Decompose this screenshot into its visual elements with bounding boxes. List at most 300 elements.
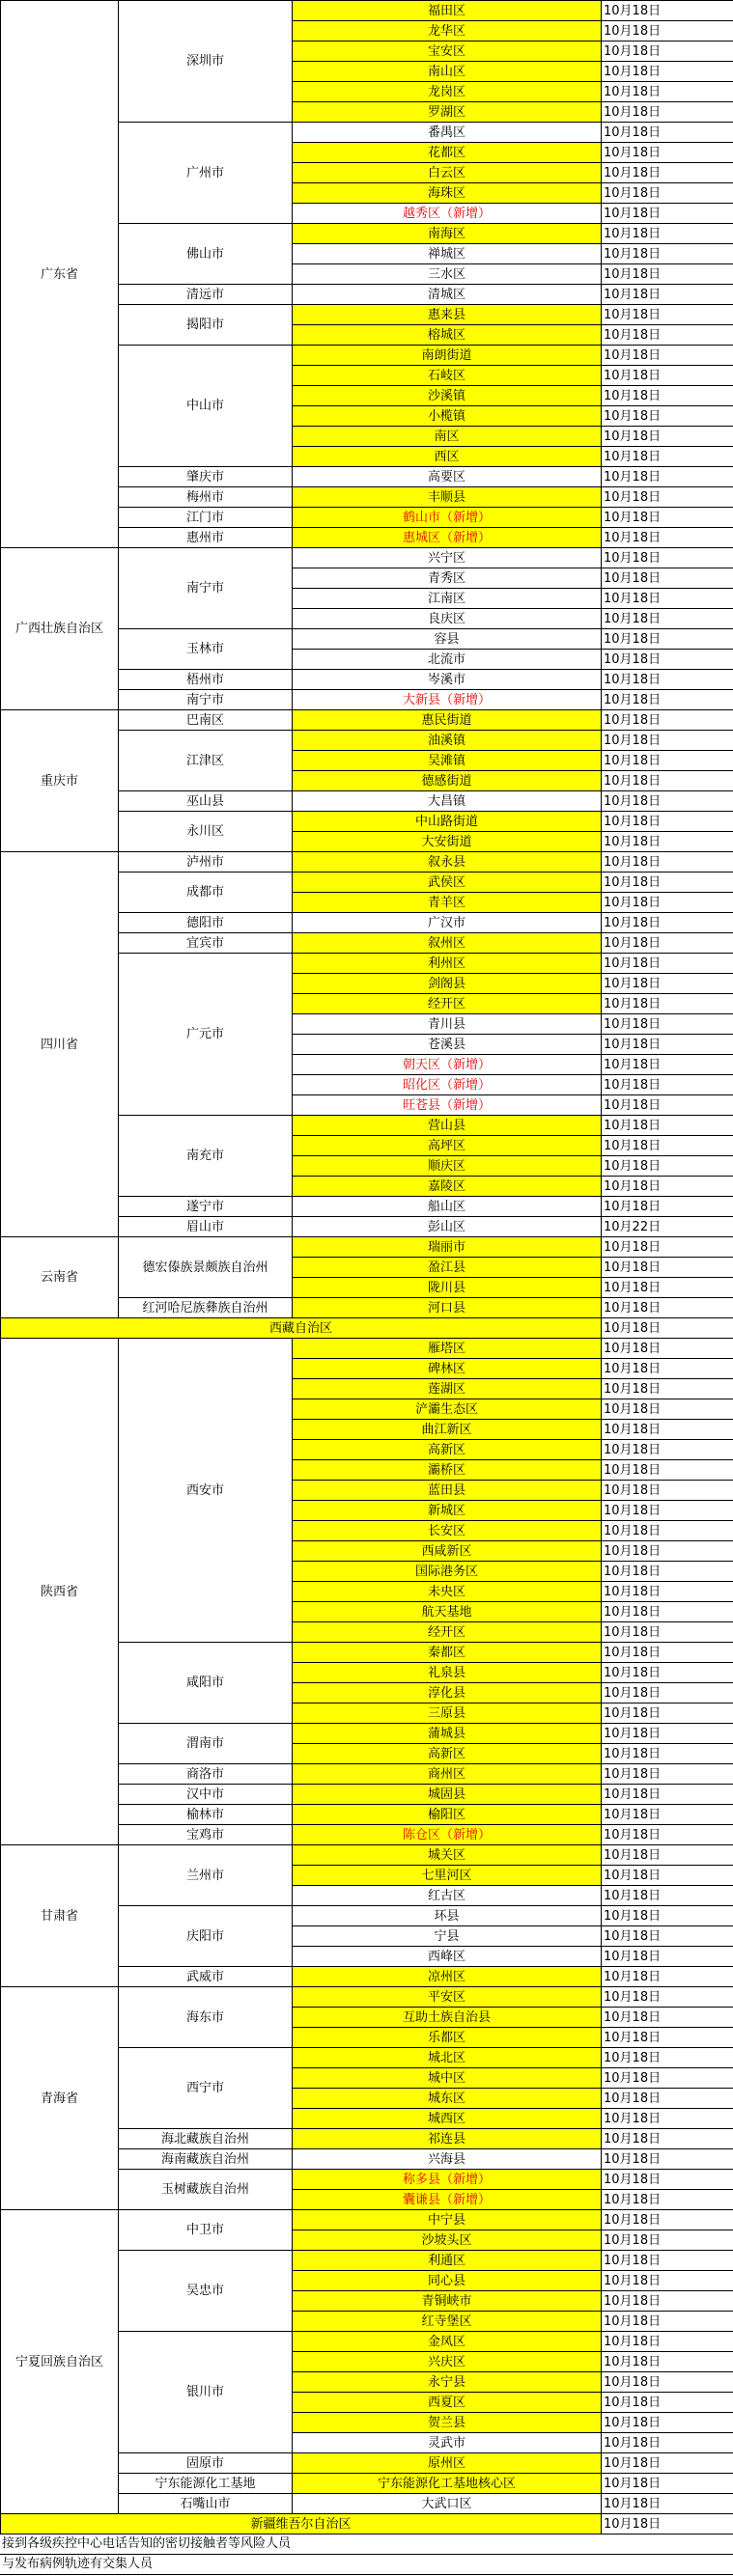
district-cell: 城东区 [293, 2089, 602, 2109]
date-cell: 10月18日 [602, 1116, 733, 1136]
district-cell: 航天基地 [293, 1602, 602, 1622]
city-cell: 海南藏族自治州 [119, 2149, 293, 2170]
table-row [1, 1339, 733, 1359]
province-cell: 广东省 [1, 1, 119, 548]
province-cell: 青海省 [1, 1987, 119, 2210]
date-cell: 10月18日 [602, 690, 733, 710]
district-cell: 榆阳区 [293, 1805, 602, 1825]
date-cell: 10月18日 [602, 568, 733, 589]
date-cell: 10月18日 [602, 123, 733, 143]
date-cell: 10月18日 [602, 994, 733, 1014]
district-cell: 囊谦县（新增） [293, 2190, 602, 2210]
date-cell: 10月18日 [602, 1501, 733, 1521]
district-cell: 红寺堡区 [293, 2312, 602, 2332]
city-cell: 固原市 [119, 2453, 293, 2474]
date-cell: 10月18日 [602, 2068, 733, 2089]
district-cell: 灵武市 [293, 2433, 602, 2453]
province-cell: 重庆市 [1, 710, 119, 852]
city-cell: 石嘴山市 [119, 2494, 293, 2514]
date-cell: 10月18日 [602, 1440, 733, 1460]
district-cell: 丰顺县 [293, 487, 602, 508]
district-cell: 灞桥区 [293, 1460, 602, 1481]
district-cell: 岑溪市 [293, 670, 602, 690]
district-cell: 叙州区 [293, 933, 602, 954]
city-cell: 广元市 [119, 954, 293, 1116]
date-cell: 10月18日 [602, 812, 733, 832]
district-cell: 经开区 [293, 994, 602, 1014]
date-cell: 10月18日 [602, 1095, 733, 1116]
date-cell: 10月18日 [602, 670, 733, 690]
district-cell: 小榄镇 [293, 406, 602, 427]
date-cell: 10月18日 [602, 1703, 733, 1724]
district-cell: 白云区 [293, 163, 602, 183]
district-cell: 商州区 [293, 1764, 602, 1785]
city-cell: 遂宁市 [119, 1197, 293, 1217]
district-cell: 曲江新区 [293, 1420, 602, 1440]
city-cell: 南宁市 [119, 690, 293, 710]
date-cell: 10月18日 [602, 82, 733, 102]
city-cell: 西宁市 [119, 2048, 293, 2129]
district-cell: 船山区 [293, 1197, 602, 1217]
district-cell: 七里河区 [293, 1866, 602, 1886]
table-row [1, 1845, 733, 1866]
city-cell: 巫山县 [119, 791, 293, 812]
district-cell: 金凤区 [293, 2332, 602, 2352]
city-cell: 中卫市 [119, 2210, 293, 2251]
district-cell: 惠来县 [293, 305, 602, 325]
district-cell: 剑阁县 [293, 974, 602, 994]
date-cell: 10月18日 [602, 2494, 733, 2514]
district-cell: 大武口区 [293, 2494, 602, 2514]
date-cell: 10月18日 [602, 2474, 733, 2494]
city-cell: 中山市 [119, 346, 293, 467]
date-cell: 10月18日 [602, 832, 733, 852]
date-cell: 10月18日 [602, 1845, 733, 1866]
table-row [1, 2514, 733, 2534]
date-cell: 10月18日 [602, 1724, 733, 1744]
date-cell: 10月18日 [602, 366, 733, 386]
district-cell: 彭山区 [293, 1217, 602, 1237]
district-cell: 盈江县 [293, 1258, 602, 1278]
date-cell: 10月18日 [602, 1156, 733, 1177]
district-cell: 青秀区 [293, 568, 602, 589]
date-cell: 10月18日 [602, 609, 733, 629]
city-cell: 西安市 [119, 1339, 293, 1643]
district-cell: 德感街道 [293, 771, 602, 791]
date-cell: 10月18日 [602, 1683, 733, 1703]
date-cell: 10月18日 [602, 2312, 733, 2332]
province-cell: 陕西省 [1, 1339, 119, 1845]
district-cell: 经开区 [293, 1622, 602, 1643]
date-cell: 10月18日 [602, 1258, 733, 1278]
district-cell: 兴庆区 [293, 2352, 602, 2372]
date-cell: 10月18日 [602, 731, 733, 751]
table-row [1, 1318, 733, 1339]
district-cell: 利州区 [293, 954, 602, 974]
district-cell: 国际港务区 [293, 1562, 602, 1582]
note-line: 接到各级疾控中心电话告知的密切接触者等风险人员 [0, 2534, 733, 2555]
date-cell: 10月18日 [602, 1906, 733, 1926]
district-cell: 陈仓区（新增） [293, 1825, 602, 1845]
district-cell: 罗湖区 [293, 102, 602, 123]
date-cell: 10月18日 [602, 1987, 733, 2008]
date-cell: 10月18日 [602, 1318, 733, 1339]
date-cell: 10月18日 [602, 1967, 733, 1987]
city-cell: 玉林市 [119, 629, 293, 670]
district-cell: 蓝田县 [293, 1481, 602, 1501]
district-cell: 沙溪镇 [293, 386, 602, 406]
district-cell: 北流市 [293, 650, 602, 670]
date-cell: 10月18日 [602, 2271, 733, 2291]
date-cell: 10月18日 [602, 1359, 733, 1379]
district-cell: 容县 [293, 629, 602, 650]
district-cell: 三原县 [293, 1703, 602, 1724]
district-cell: 青羊区 [293, 893, 602, 913]
date-cell: 10月18日 [602, 143, 733, 163]
province-cell: 新疆维吾尔自治区 [1, 2514, 602, 2534]
city-cell: 商洛市 [119, 1764, 293, 1785]
city-cell: 佛山市 [119, 224, 293, 285]
date-cell: 10月18日 [602, 62, 733, 82]
city-cell: 汉中市 [119, 1785, 293, 1805]
date-cell: 10月18日 [602, 2352, 733, 2372]
district-cell: 广汉市 [293, 913, 602, 933]
city-cell: 梅州市 [119, 487, 293, 508]
district-cell: 城北区 [293, 2048, 602, 2068]
date-cell: 10月18日 [602, 1339, 733, 1359]
district-cell: 沙坡头区 [293, 2230, 602, 2251]
table-row [1, 548, 733, 568]
district-cell: 利通区 [293, 2251, 602, 2271]
district-cell: 青川县 [293, 1014, 602, 1035]
city-cell: 揭阳市 [119, 305, 293, 346]
date-cell: 10月18日 [602, 183, 733, 204]
city-cell: 泸州市 [119, 852, 293, 873]
date-cell: 10月18日 [602, 1197, 733, 1217]
city-cell: 肇庆市 [119, 467, 293, 487]
district-cell: 环县 [293, 1906, 602, 1926]
district-cell: 淳化县 [293, 1683, 602, 1703]
date-cell: 10月18日 [602, 1926, 733, 1947]
district-cell: 高坪区 [293, 1136, 602, 1156]
date-cell: 10月18日 [602, 2251, 733, 2271]
date-cell: 10月18日 [602, 285, 733, 305]
city-cell: 眉山市 [119, 1217, 293, 1237]
district-cell: 吴滩镇 [293, 751, 602, 771]
district-cell: 番禺区 [293, 123, 602, 143]
city-cell: 咸阳市 [119, 1643, 293, 1724]
district-cell: 朝天区（新增） [293, 1055, 602, 1075]
district-cell: 浐灞生态区 [293, 1399, 602, 1420]
city-cell: 江门市 [119, 508, 293, 528]
date-cell: 10月18日 [602, 1136, 733, 1156]
date-cell: 10月18日 [602, 974, 733, 994]
district-cell: 顺庆区 [293, 1156, 602, 1177]
date-cell: 10月18日 [602, 2149, 733, 2170]
date-cell: 10月18日 [602, 1947, 733, 1967]
district-cell: 祁连县 [293, 2129, 602, 2149]
district-cell: 高新区 [293, 1440, 602, 1460]
date-cell: 10月18日 [602, 2372, 733, 2393]
district-cell: 昭化区（新增） [293, 1075, 602, 1095]
date-cell: 10月18日 [602, 1866, 733, 1886]
district-cell: 城中区 [293, 2068, 602, 2089]
date-cell: 10月18日 [602, 447, 733, 467]
date-cell: 10月18日 [602, 1663, 733, 1683]
date-cell: 10月18日 [602, 406, 733, 427]
date-cell: 10月18日 [602, 1177, 733, 1197]
province-cell: 甘肃省 [1, 1845, 119, 1987]
city-cell: 海北藏族自治州 [119, 2129, 293, 2149]
district-cell: 武侯区 [293, 873, 602, 893]
district-cell: 长安区 [293, 1521, 602, 1541]
date-cell: 10月18日 [602, 1825, 733, 1845]
table-row [1, 1, 733, 21]
table-row [1, 1237, 733, 1258]
district-cell: 永宁县 [293, 2372, 602, 2393]
date-cell: 10月18日 [602, 2514, 733, 2534]
date-cell: 10月18日 [602, 893, 733, 913]
city-cell: 武威市 [119, 1967, 293, 1987]
district-cell: 大昌镇 [293, 791, 602, 812]
date-cell: 10月18日 [602, 1075, 733, 1095]
date-cell: 10月18日 [602, 933, 733, 954]
city-cell: 惠州市 [119, 528, 293, 548]
date-cell: 10月18日 [602, 913, 733, 933]
date-cell: 10月18日 [602, 1785, 733, 1805]
date-cell: 10月18日 [602, 2048, 733, 2068]
province-cell: 广西壮族自治区 [1, 548, 119, 710]
city-cell: 江津区 [119, 731, 293, 791]
city-cell: 玉树藏族自治州 [119, 2170, 293, 2210]
date-cell: 10月18日 [602, 1399, 733, 1420]
district-cell: 宝安区 [293, 42, 602, 62]
district-cell: 西峰区 [293, 1947, 602, 1967]
district-cell: 江南区 [293, 589, 602, 609]
district-cell: 禅城区 [293, 244, 602, 264]
district-cell: 同心县 [293, 2271, 602, 2291]
date-cell: 10月18日 [602, 1562, 733, 1582]
district-cell: 兴海县 [293, 2149, 602, 2170]
district-cell: 城西区 [293, 2109, 602, 2129]
city-cell: 红河哈尼族彝族自治州 [119, 1298, 293, 1318]
district-cell: 高新区 [293, 1744, 602, 1764]
district-cell: 福田区 [293, 1, 602, 21]
date-cell: 10月18日 [602, 2433, 733, 2453]
notes [0, 2534, 733, 2575]
district-cell: 城关区 [293, 1845, 602, 1866]
city-cell: 南充市 [119, 1116, 293, 1197]
date-cell: 10月18日 [602, 589, 733, 609]
date-cell: 10月18日 [602, 346, 733, 366]
district-cell: 营山县 [293, 1116, 602, 1136]
date-cell: 10月18日 [602, 2190, 733, 2210]
table-row [1, 1987, 733, 2008]
date-cell: 10月18日 [602, 2008, 733, 2028]
date-cell: 10月18日 [602, 1055, 733, 1075]
date-cell: 10月18日 [602, 1237, 733, 1258]
table-row [1, 710, 733, 731]
city-cell: 渭南市 [119, 1724, 293, 1764]
date-cell: 10月18日 [602, 204, 733, 224]
district-cell: 旺苍县（新增） [293, 1095, 602, 1116]
district-cell: 惠城区（新增） [293, 528, 602, 548]
city-cell: 成都市 [119, 873, 293, 913]
date-cell: 10月18日 [602, 2413, 733, 2433]
date-cell: 10月18日 [602, 1298, 733, 1318]
date-cell: 10月18日 [602, 873, 733, 893]
district-cell: 西夏区 [293, 2393, 602, 2413]
table-row [1, 852, 733, 873]
date-cell: 10月18日 [602, 244, 733, 264]
district-cell: 贺兰县 [293, 2413, 602, 2433]
district-cell: 大安街道 [293, 832, 602, 852]
date-cell: 10月18日 [602, 21, 733, 42]
date-cell: 10月18日 [602, 548, 733, 568]
district-cell: 红古区 [293, 1886, 602, 1906]
district-cell: 河口县 [293, 1298, 602, 1318]
district-cell: 海珠区 [293, 183, 602, 204]
province-cell: 宁夏回族自治区 [1, 2210, 119, 2514]
date-cell: 10月18日 [602, 1622, 733, 1643]
district-cell: 原州区 [293, 2453, 602, 2474]
date-cell: 10月18日 [602, 1643, 733, 1663]
table-row [1, 2210, 733, 2230]
date-cell: 10月18日 [602, 710, 733, 731]
district-cell: 西咸新区 [293, 1541, 602, 1562]
province-cell: 四川省 [1, 852, 119, 1237]
city-cell: 梧州市 [119, 670, 293, 690]
district-cell: 互助土族自治县 [293, 2008, 602, 2028]
city-cell: 巴南区 [119, 710, 293, 731]
district-cell: 城固县 [293, 1785, 602, 1805]
date-cell: 10月18日 [602, 852, 733, 873]
city-cell: 海东市 [119, 1987, 293, 2048]
district-cell: 乐都区 [293, 2028, 602, 2048]
city-cell: 宜宾市 [119, 933, 293, 954]
date-cell: 10月18日 [602, 1521, 733, 1541]
date-cell: 10月18日 [602, 771, 733, 791]
date-cell: 10月18日 [602, 2028, 733, 2048]
date-cell: 10月18日 [602, 2129, 733, 2149]
date-cell: 10月18日 [602, 1582, 733, 1602]
district-cell: 未央区 [293, 1582, 602, 1602]
city-cell: 清远市 [119, 285, 293, 305]
city-cell: 吴忠市 [119, 2251, 293, 2332]
date-cell: 10月18日 [602, 1805, 733, 1825]
date-cell: 10月18日 [602, 467, 733, 487]
district-cell: 高要区 [293, 467, 602, 487]
city-cell: 德阳市 [119, 913, 293, 933]
date-cell: 10月18日 [602, 224, 733, 244]
city-cell: 德宏傣族景颇族自治州 [119, 1237, 293, 1298]
district-cell: 南海区 [293, 224, 602, 244]
district-cell: 平安区 [293, 1987, 602, 2008]
date-cell: 10月18日 [602, 1460, 733, 1481]
date-cell: 10月18日 [602, 1481, 733, 1501]
district-cell: 清城区 [293, 285, 602, 305]
date-cell: 10月18日 [602, 508, 733, 528]
district-cell: 秦都区 [293, 1643, 602, 1663]
district-cell: 西区 [293, 447, 602, 467]
date-cell: 10月18日 [602, 791, 733, 812]
date-cell: 10月18日 [602, 102, 733, 123]
district-cell: 龙华区 [293, 21, 602, 42]
district-cell: 惠民街道 [293, 710, 602, 731]
district-cell: 南山区 [293, 62, 602, 82]
district-cell: 兴宁区 [293, 548, 602, 568]
date-cell: 10月18日 [602, 629, 733, 650]
date-cell: 10月18日 [602, 1886, 733, 1906]
district-cell: 越秀区（新增） [293, 204, 602, 224]
date-cell: 10月18日 [602, 1, 733, 21]
date-cell: 10月18日 [602, 528, 733, 548]
date-cell: 10月18日 [602, 305, 733, 325]
date-cell: 10月18日 [602, 2109, 733, 2129]
date-cell: 10月18日 [602, 2230, 733, 2251]
district-cell: 青铜峡市 [293, 2291, 602, 2312]
date-cell: 10月18日 [602, 2089, 733, 2109]
district-cell: 良庆区 [293, 609, 602, 629]
district-cell: 油溪镇 [293, 731, 602, 751]
district-cell: 礼泉县 [293, 1663, 602, 1683]
province-cell: 云南省 [1, 1237, 119, 1318]
city-cell: 庆阳市 [119, 1906, 293, 1967]
date-cell: 10月18日 [602, 2210, 733, 2230]
date-cell: 10月18日 [602, 487, 733, 508]
district-cell: 宁县 [293, 1926, 602, 1947]
date-cell: 10月18日 [602, 2453, 733, 2474]
date-cell: 10月18日 [602, 1764, 733, 1785]
city-cell: 榆林市 [119, 1805, 293, 1825]
district-cell: 中宁县 [293, 2210, 602, 2230]
date-cell: 10月18日 [602, 42, 733, 62]
date-cell: 10月18日 [602, 954, 733, 974]
date-cell: 10月18日 [602, 650, 733, 670]
date-cell: 10月18日 [602, 1379, 733, 1399]
district-cell: 南区 [293, 427, 602, 447]
district-cell: 陇川县 [293, 1278, 602, 1298]
district-cell: 榕城区 [293, 325, 602, 346]
city-cell: 宁东能源化工基地 [119, 2474, 293, 2494]
date-cell: 10月18日 [602, 264, 733, 285]
province-cell: 西藏自治区 [1, 1318, 602, 1339]
district-cell: 蒲城县 [293, 1724, 602, 1744]
date-cell: 10月18日 [602, 1744, 733, 1764]
district-cell: 莲湖区 [293, 1379, 602, 1399]
date-cell: 10月18日 [602, 751, 733, 771]
district-cell: 宁东能源化工基地核心区 [293, 2474, 602, 2494]
date-cell: 10月18日 [602, 325, 733, 346]
date-cell: 10月18日 [602, 2291, 733, 2312]
date-cell: 10月18日 [602, 163, 733, 183]
district-cell: 三水区 [293, 264, 602, 285]
district-cell: 瑞丽市 [293, 1237, 602, 1258]
date-cell: 10月22日 [602, 1217, 733, 1237]
date-cell: 10月18日 [602, 2170, 733, 2190]
district-cell: 碑林区 [293, 1359, 602, 1379]
district-cell: 新城区 [293, 1501, 602, 1521]
district-cell: 苍溪县 [293, 1035, 602, 1055]
district-cell: 嘉陵区 [293, 1177, 602, 1197]
city-cell: 广州市 [119, 123, 293, 224]
date-cell: 10月18日 [602, 2393, 733, 2413]
city-cell: 深圳市 [119, 1, 293, 123]
date-cell: 10月18日 [602, 1278, 733, 1298]
date-cell: 10月18日 [602, 2332, 733, 2352]
district-cell: 大新县（新增） [293, 690, 602, 710]
date-cell: 10月18日 [602, 1541, 733, 1562]
